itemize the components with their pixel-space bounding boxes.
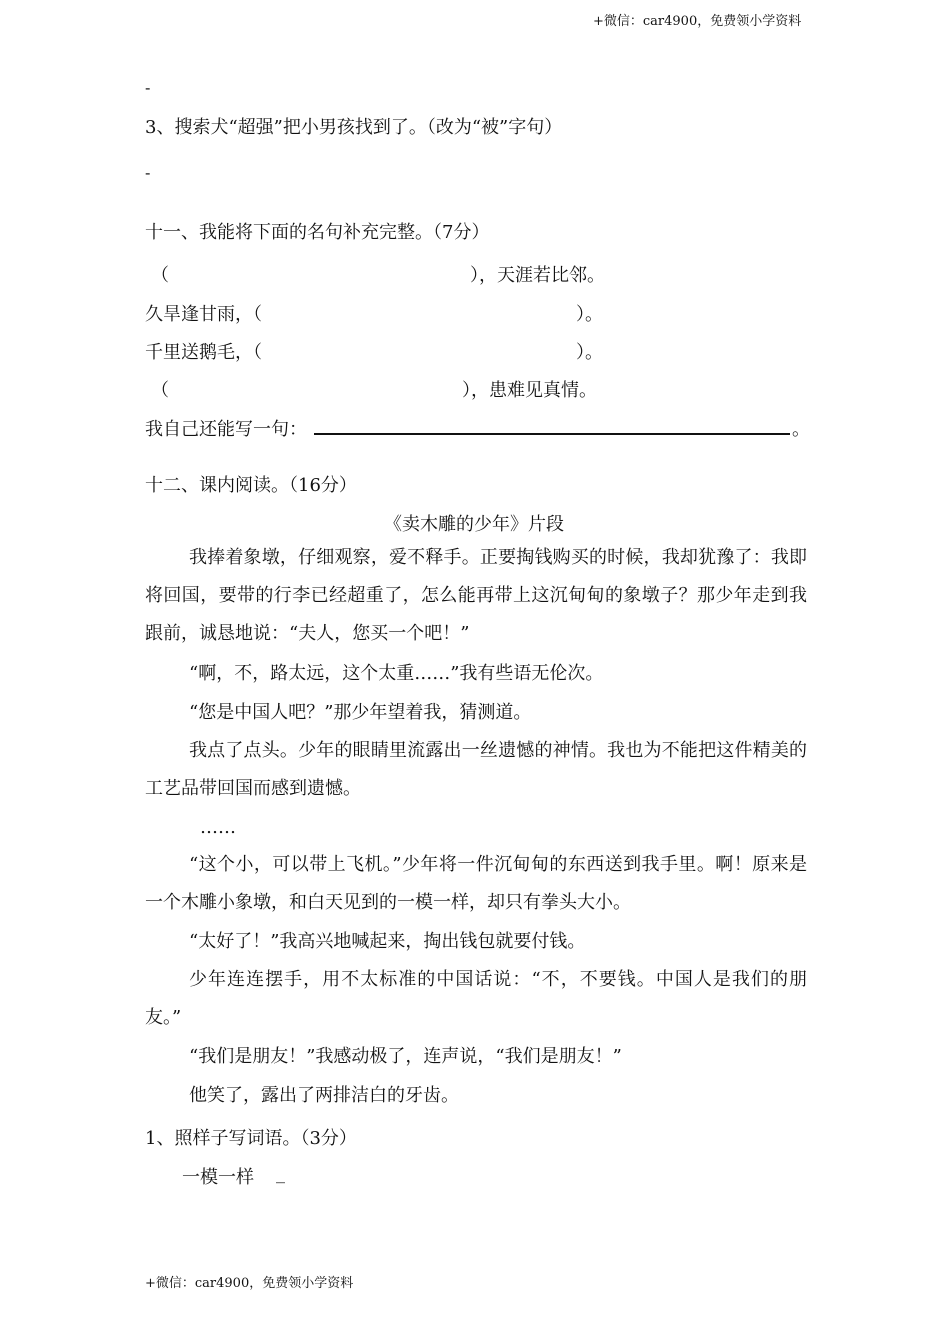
- answer-dash: -: [145, 163, 151, 182]
- passage-title: 《卖木雕的少年》片段: [384, 514, 564, 535]
- example-word: 一模一样: [182, 1167, 254, 1188]
- quote-2-close: ）。: [576, 304, 603, 325]
- section-12-title: 十二、课内阅读。（16分）: [145, 475, 357, 496]
- quote-2-open: 久旱逢甘雨，（: [145, 304, 262, 325]
- own-sentence-blank[interactable]: [314, 433, 790, 435]
- passage-paragraph: “啊，不，路太远，这个太重……”我有些语无伦次。: [189, 663, 604, 684]
- ellipsis: ……: [200, 817, 236, 838]
- quote-3-close: ）。: [576, 342, 603, 363]
- passage-paragraph: 我点了点头。少年的眼睛里流露出一丝遗憾的神情。我也为不能把这件精美的工艺品带回国而感到遗憾。: [145, 740, 807, 799]
- quote-4-open: （: [151, 380, 169, 401]
- own-sentence-end: 。: [792, 419, 810, 440]
- passage-paragraph: “太好了！”我高兴地喊起来，掏出钱包就要付钱。: [189, 931, 586, 952]
- question-3: 3、搜索犬“超强”把小男孩找到了。（改为“被”字句）: [145, 117, 563, 138]
- question-12-1: 1、照样子写词语。（3分）: [145, 1128, 357, 1149]
- passage-paragraph: 少年连连摆手，用不太标准的中国话说：“不，不要钱。中国人是我们的朋友。”: [145, 969, 807, 1028]
- quote-4-close: ），患难见真情。: [462, 380, 597, 401]
- quote-3-open: 千里送鹅毛，（: [145, 342, 262, 363]
- passage-paragraph: “您是中国人吧？”那少年望着我，猜测道。: [189, 702, 532, 723]
- section-11-title: 十一、我能将下面的名句补充完整。（7分）: [145, 222, 490, 243]
- quote-1-open: （: [151, 265, 169, 286]
- answer-blank[interactable]: _: [276, 1163, 285, 1184]
- header-watermark: +微信：car4900，免费领小学资料: [593, 14, 802, 29]
- passage-paragraph: “这个小，可以带上飞机。”少年将一件沉甸甸的东西送到我手里。啊！原来是一个木雕小象墩，和白天见到的一模一样，却只有拳头大小。: [145, 854, 807, 913]
- passage-paragraph: 他笑了，露出了两排洁白的牙齿。: [189, 1085, 459, 1106]
- answer-dash: -: [145, 78, 151, 97]
- quote-1-close: ），天涯若比邻。: [470, 265, 605, 286]
- passage-paragraph: “我们是朋友！”我感动极了，连声说，“我们是朋友！”: [189, 1046, 622, 1067]
- passage-paragraph: 我捧着象墩，仔细观察，爱不释手。正要掏钱购买的时候，我却犹豫了：我即将回国，要带的行李已经超重了，怎么能再带上这沉甸甸的象墩子？那少年走到我跟前，诚恳地说：“夫人，您买一个吧！”: [145, 547, 807, 644]
- own-sentence-label: 我自己还能写一句：: [145, 419, 307, 440]
- footer-watermark: +微信：car4900，免费领小学资料: [145, 1276, 354, 1291]
